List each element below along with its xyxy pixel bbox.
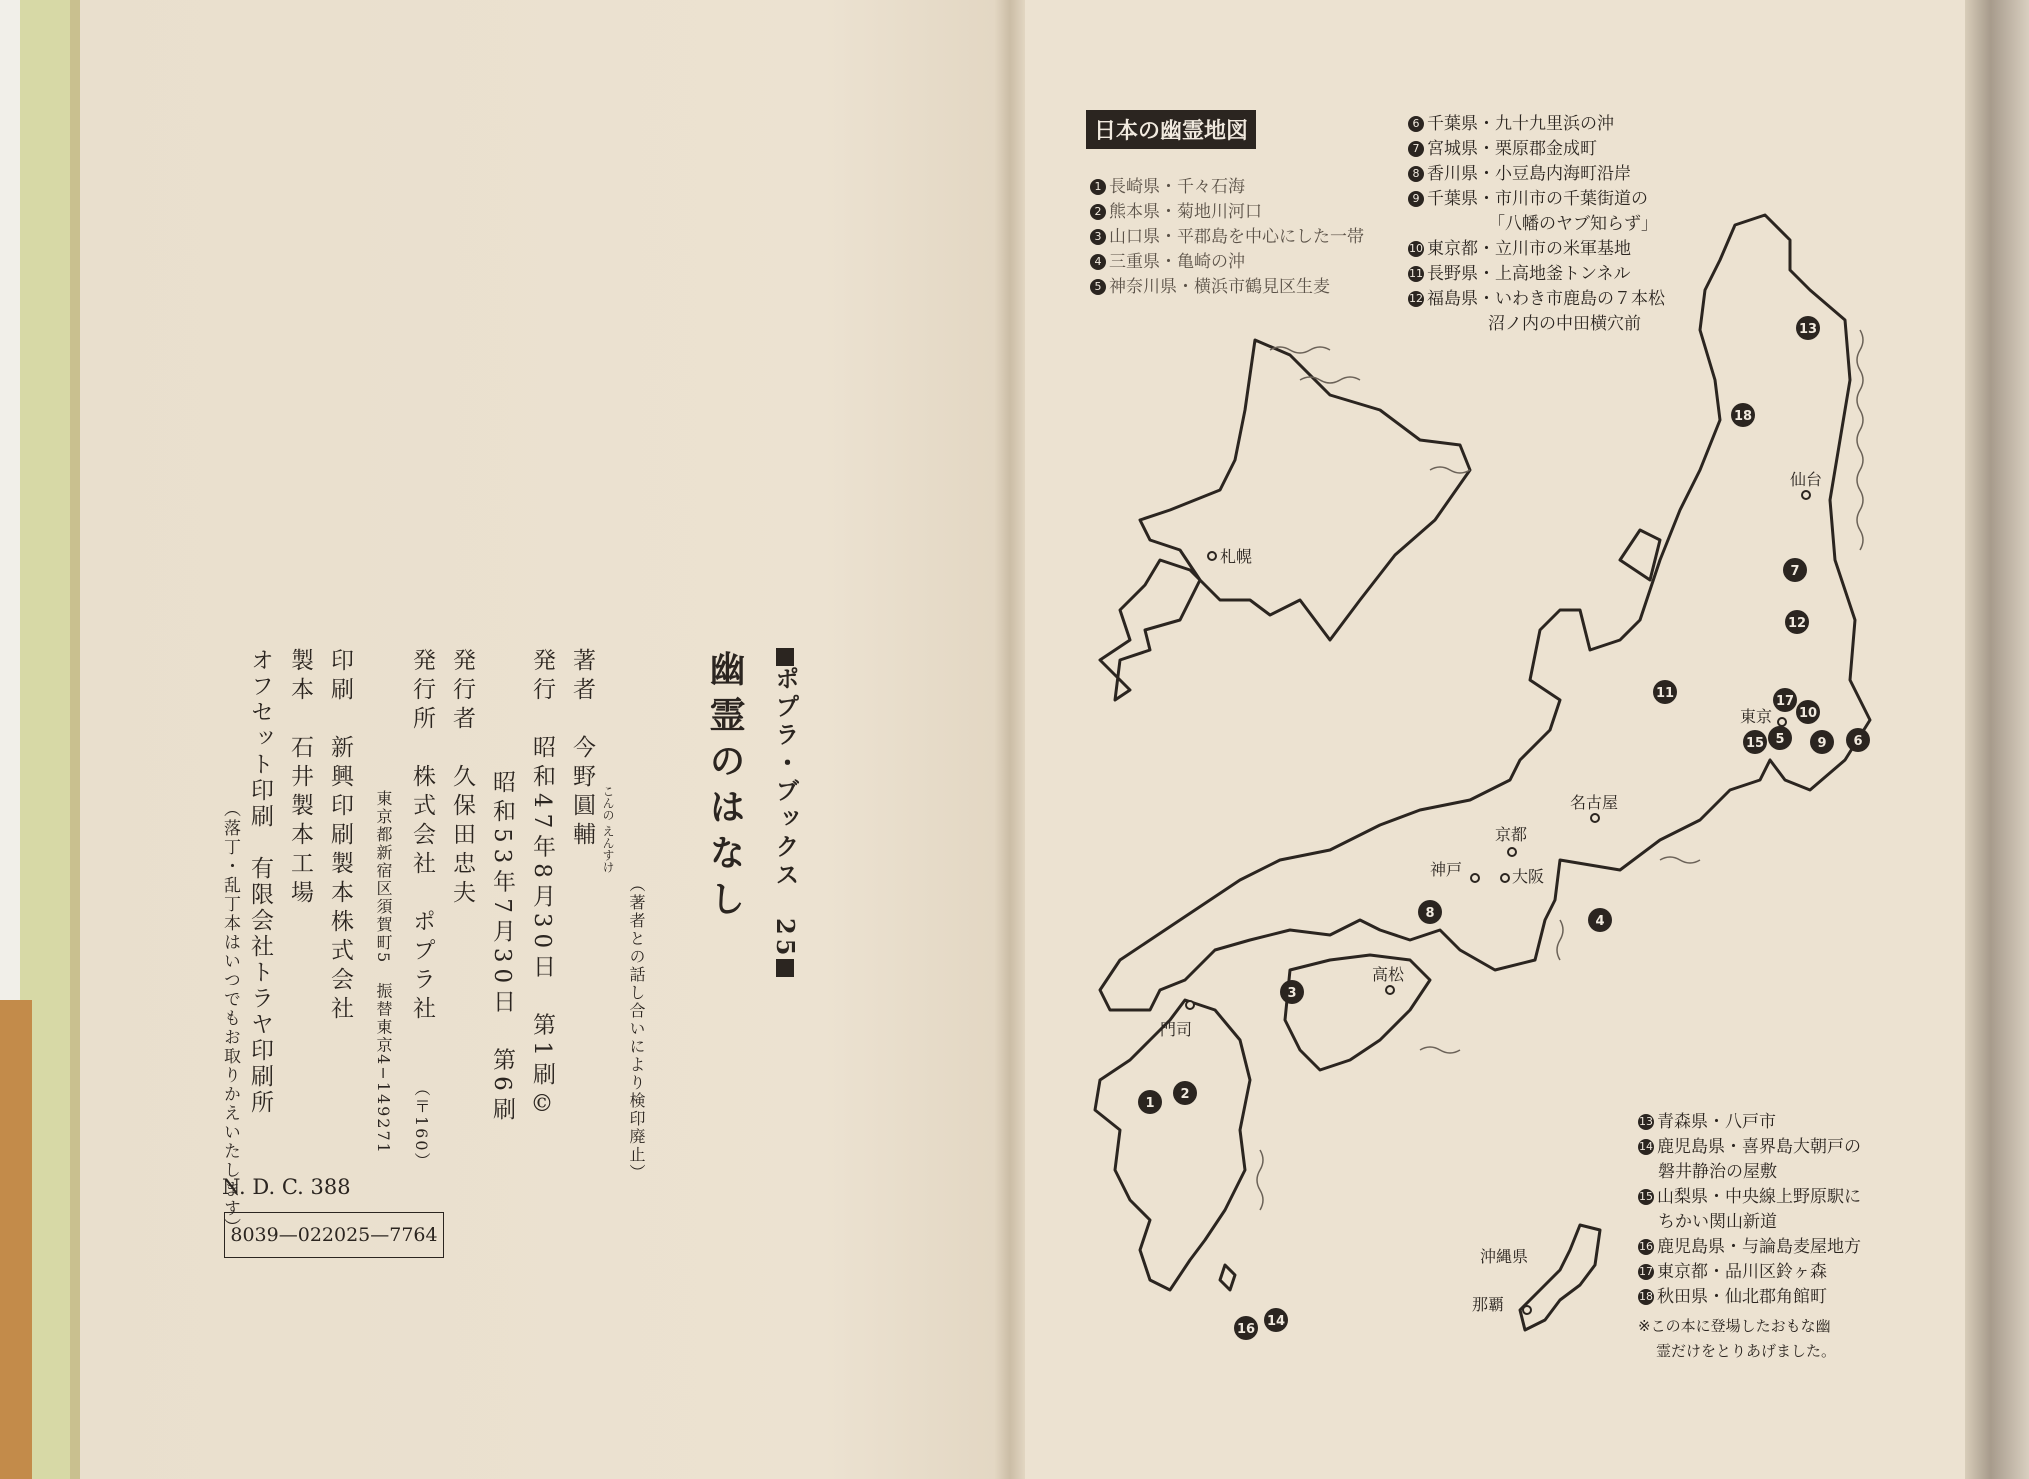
colophon-offset: オフセット印刷 有限会社トラヤ印刷所: [247, 648, 273, 1116]
series-label: ポプラ・ブックス 25: [768, 648, 803, 977]
svg-text:16: 16: [1236, 1322, 1256, 1337]
city-label-kyoto: 京都: [1495, 825, 1528, 844]
hokkaido-outline: [1100, 340, 1470, 700]
ghost-marker-16: [1234, 1316, 1258, 1340]
city-label-moji: 門司: [1160, 1020, 1193, 1039]
legend-item: 7 宮城県・栗原郡金成町: [1408, 137, 1665, 162]
ghost-marker-17: [1773, 688, 1797, 712]
ghost-marker-6: [1846, 728, 1870, 752]
coast-wave-east: [1857, 330, 1863, 550]
city-label-nagoya: 名古屋: [1570, 793, 1619, 812]
colophon-publish: 発行 昭和47年8月30日 第1刷©: [529, 648, 555, 1123]
city-label-kobe: 神戸: [1430, 860, 1463, 879]
legend-item: 2 熊本県・菊地川河口: [1090, 200, 1364, 225]
legend-item: 4 三重県・亀崎の沖: [1090, 250, 1364, 275]
legend-item: 14 鹿児島県・喜界島大朝戸の: [1639, 1137, 1861, 1157]
legend-item: 5 神奈川県・横浜市鶴見区生麦: [1090, 275, 1364, 300]
legend-item: 15 山梨県・中央線上野原駅に: [1639, 1187, 1861, 1207]
legend-bottom: [1638, 1110, 1861, 1364]
svg-text:4: 4: [1595, 914, 1605, 929]
legend-item: 8 香川県・小豆島内海町沿岸: [1408, 162, 1665, 187]
city-label-naha: 那覇: [1472, 1295, 1505, 1314]
publisher-address: 東京都新宿区須賀町5 振替東京4−149271: [374, 790, 393, 1155]
city-label-sapporo: 札幌: [1220, 547, 1253, 566]
svg-text:12: 12: [1787, 616, 1807, 631]
svg-text:5: 5: [1775, 732, 1785, 747]
legend-item: 1 長崎県・千々石海: [1090, 175, 1364, 200]
city-label-takamatsu: 高松: [1372, 965, 1405, 984]
svg-text:14: 14: [1266, 1314, 1286, 1329]
isbn-box: 8039—022025—7764: [224, 1212, 444, 1258]
ghost-marker-3: [1280, 980, 1304, 1004]
city-dot-sapporo: [1208, 552, 1216, 560]
city-dot-kyoto: [1508, 848, 1516, 856]
ghost-marker-9: [1810, 730, 1834, 754]
legend-item: 6 千葉県・九十九里浜の沖: [1408, 112, 1665, 137]
book-title: 幽霊のはなし: [704, 650, 746, 926]
svg-text:17: 17: [1775, 694, 1795, 709]
legend-item: 3 山口県・平郡島を中心にした一帯: [1090, 225, 1364, 250]
svg-text:9: 9: [1817, 736, 1827, 751]
city-dot-kobe: [1471, 874, 1479, 882]
ghost-marker-14: [1264, 1308, 1288, 1332]
svg-text:8: 8: [1425, 906, 1435, 921]
legend-item: 16 鹿児島県・与論島麦屋地方: [1639, 1237, 1861, 1257]
svg-text:10: 10: [1798, 706, 1818, 721]
legend-item-cont: 沼ノ内の中田横穴前: [1488, 314, 1641, 334]
colophon-printer: 印刷 新興印刷製本株式会社: [327, 648, 353, 1025]
ghost-marker-1: [1138, 1090, 1162, 1114]
colophon-publisher: 発行所 株式会社 ポプラ社: [409, 648, 435, 1025]
city-dot-tokyo: [1778, 718, 1786, 726]
ghost-marker-5: [1768, 726, 1792, 750]
city-label-okinawa: 沖縄県: [1480, 1247, 1529, 1266]
ghost-marker-8: [1418, 900, 1442, 924]
svg-text:2: 2: [1180, 1087, 1190, 1102]
svg-text:18: 18: [1733, 409, 1753, 424]
shikoku-outline: [1285, 955, 1430, 1070]
author-ruby: こんの えんすけ: [601, 785, 615, 873]
ghost-marker-4: [1588, 908, 1612, 932]
stamp-note: （著者との話し合いにより検印廃止）: [627, 876, 646, 1182]
city-dot-nagoya: [1591, 814, 1599, 822]
postal-code: （〒160）: [412, 1080, 431, 1171]
city-dot-naha: [1523, 1306, 1531, 1314]
amami-outline: [1220, 1265, 1235, 1290]
legend-item: 13 青森県・八戸市: [1639, 1112, 1776, 1132]
map-footnote: ※この本に登場したおもな幽: [1638, 1317, 1831, 1335]
coast-wave-pacific: [1257, 857, 1700, 1210]
legend-item-cont: ちかい関山新道: [1658, 1212, 1777, 1232]
colophon-binder: 製本 石井製本工場: [287, 648, 313, 909]
ghost-marker-15: [1743, 730, 1767, 754]
ghost-marker-11: [1653, 680, 1677, 704]
svg-text:1: 1: [1145, 1096, 1155, 1111]
noto-peninsula-outline: [1620, 530, 1660, 580]
city-dot-moji: [1186, 1001, 1194, 1009]
colophon-publisher-person: 発行者 久保田忠夫: [449, 648, 475, 909]
svg-text:11: 11: [1655, 686, 1675, 701]
city-label-osaka: 大阪: [1512, 867, 1545, 886]
legend-item: 10 東京都・立川市の米軍基地: [1409, 239, 1631, 259]
city-label-tokyo: 東京: [1740, 707, 1773, 726]
svg-text:7: 7: [1790, 564, 1800, 579]
ghost-marker-2: [1173, 1081, 1197, 1105]
svg-text:3: 3: [1287, 986, 1297, 1001]
colophon-author: 著者 今野圓輔: [569, 648, 595, 851]
ndc-code: N. D. C. 388: [222, 1175, 351, 1199]
colophon-reprint: 昭和53年7月30日 第6刷: [489, 770, 515, 1126]
legend-item: 9 千葉県・市川市の千葉街道の: [1408, 187, 1665, 212]
svg-text:15: 15: [1745, 736, 1765, 751]
okinawa-outline: [1520, 1225, 1600, 1330]
legend-item: 12 福島県・いわき市鹿島の７本松: [1409, 289, 1665, 309]
ghost-marker-18: [1731, 403, 1755, 427]
legend-right: [1408, 112, 1665, 337]
svg-text:6: 6: [1853, 734, 1863, 749]
map-title: 日本の幽霊地図: [1086, 110, 1256, 149]
ghost-marker-10: [1796, 700, 1820, 724]
ghost-marker-12: [1785, 610, 1809, 634]
replacement-note: （落丁・乱丁本はいつでもお取りかえいたします）: [220, 800, 240, 1237]
ghost-marker-13: [1796, 316, 1820, 340]
ghost-marker-7: [1783, 558, 1807, 582]
legend-left: [1090, 175, 1364, 300]
city-dot-takamatsu: [1386, 986, 1394, 994]
kyushu-outline: [1095, 1000, 1250, 1290]
map-footnote-2: 霊だけをとりあげました。: [1656, 1342, 1837, 1360]
legend-item-cont: 「八幡のヤブ知らず」: [1488, 214, 1658, 234]
city-dot-sendai: [1802, 491, 1810, 499]
city-label-sendai: 仙台: [1790, 470, 1823, 489]
svg-text:13: 13: [1798, 322, 1818, 337]
city-dot-osaka: [1501, 874, 1509, 882]
legend-item: 17 東京都・品川区鈴ヶ森: [1639, 1262, 1827, 1282]
legend-item: 11 長野県・上高地釜トンネル: [1409, 264, 1631, 284]
legend-item: 18 秋田県・仙北郡角館町: [1639, 1287, 1827, 1307]
legend-item-cont: 磐井静治の屋敷: [1658, 1162, 1777, 1182]
